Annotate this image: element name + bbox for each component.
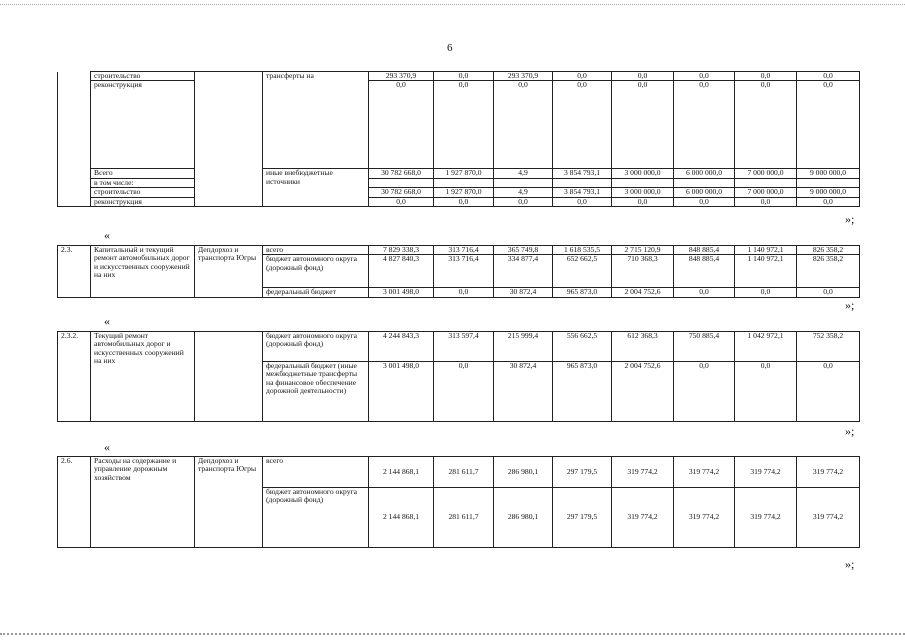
table-row: Всего иные внебюджетные источники 30 782 668,0 1 927 870,0 4,9 3 854 793,1 3 000 000,0 6 000 000,0 7 000 000,0 9 000 000,0 [58, 169, 860, 178]
measure-name: Расходы на содержание и управление дорожным хозяйством [91, 457, 195, 548]
table-fragment-3 [57, 331, 860, 422]
scan-top-edge [0, 4, 905, 5]
closing-quote: »; [845, 212, 855, 226]
table-row: строительство трансферты на 293 370,9 0,0 293 370,9 0,0 0,0 0,0 0,0 0,0 [58, 72, 860, 81]
opening-quote: « [104, 228, 110, 242]
executor: Депдорхоз и транспорта Югры [195, 457, 263, 548]
measure-name: Капитальный и текущий ремонт автомобильных дорог и искусственных сооружений на них [91, 246, 195, 298]
source-cell: трансферты на [263, 72, 369, 169]
closing-quote: »; [845, 557, 855, 571]
table-row: 2.3. Капитальный и текущий ремонт автомобильных дорог и искусственных сооружений на них Депдорхоз и транспорта Югры всего 7 829 338,3 313 716,4 365 749,8 1 618 535,5 2 715 120,9 848 885,4 1 140 972,1 826 358,2 [58, 246, 860, 255]
closing-quote: »; [845, 424, 855, 438]
table-row: бюджет автономного округа (дорожный фонд) 2 144 868,1 281 611,7 286 980,1 297 179,5 319 774,2 319 774,2 319 774,2 319 774,2 [58, 488, 860, 548]
source-cell: иные внебюджетные источники [263, 169, 369, 207]
row-number: 2.6. [58, 457, 91, 548]
table-row: бюджет автономного округа (дорожный фонд) 4 827 840,3 313 716,4 334 877,4 652 662,5 710 368,3 848 885,4 1 140 972,1 826 358,2 [58, 255, 860, 288]
table-row: в том числе: [58, 178, 860, 187]
table-row: строительство 30 782 668,0 1 927 870,0 4,9 3 854 793,1 3 000 000,0 6 000 000,0 7 000 000,0 9 000 000,0 [58, 188, 860, 197]
table-fragment-1 [57, 71, 860, 207]
page-number: 6 [447, 42, 453, 54]
table-row: реконструкция 0,0 0,0 0,0 0,0 0,0 0,0 0,0 0,0 [58, 81, 860, 169]
scan-bottom-edge [0, 633, 905, 635]
table-row: 2.6. Расходы на содержание и управление дорожным хозяйством Депдорхоз и транспорта Югры всего 2 144 868,1 281 611,7 286 980,1 297 179,5 319 774,2 319 774,2 319 774,2 319 774,2 [58, 457, 860, 488]
table-row: 2.3.2. Текущий ремонт автомобильных дорог и искусственных сооружений на них бюджет автономного округа (дорожный фонд) 4 244 843,3 313 597,4 215 999,4 556 662,5 612 368,3 750 885,4 1 042 972,1 752 358,2 [58, 332, 860, 362]
table-row: реконструкция 0,0 0,0 0,0 0,0 0,0 0,0 0,0 0,0 [58, 197, 860, 206]
measure-name: Текущий ремонт автомобильных дорог и искусственных сооружений на них [91, 332, 195, 422]
closing-quote: »; [845, 298, 855, 312]
executor [195, 332, 263, 422]
opening-quote: « [104, 440, 110, 454]
executor: Депдорхоз и транспорта Югры [195, 246, 263, 298]
table-row: федеральный бюджет 3 001 498,0 0,0 30 872,4 965 873,0 2 004 752,6 0,0 0,0 0,0 [58, 288, 860, 297]
table-row: федеральный бюджет (иные межбюджетные трансферты на финансовое обеспечение дорожной деятельности) 3 001 498,0 0,0 30 872,4 965 873,0 2 004 752,6 0,0 0,0 0,0 [58, 362, 860, 422]
row-number: 2.3.2. [58, 332, 91, 422]
opening-quote: « [104, 314, 110, 328]
table-fragment-2 [57, 245, 860, 298]
table-fragment-4 [57, 456, 860, 548]
row-number: 2.3. [58, 246, 91, 298]
